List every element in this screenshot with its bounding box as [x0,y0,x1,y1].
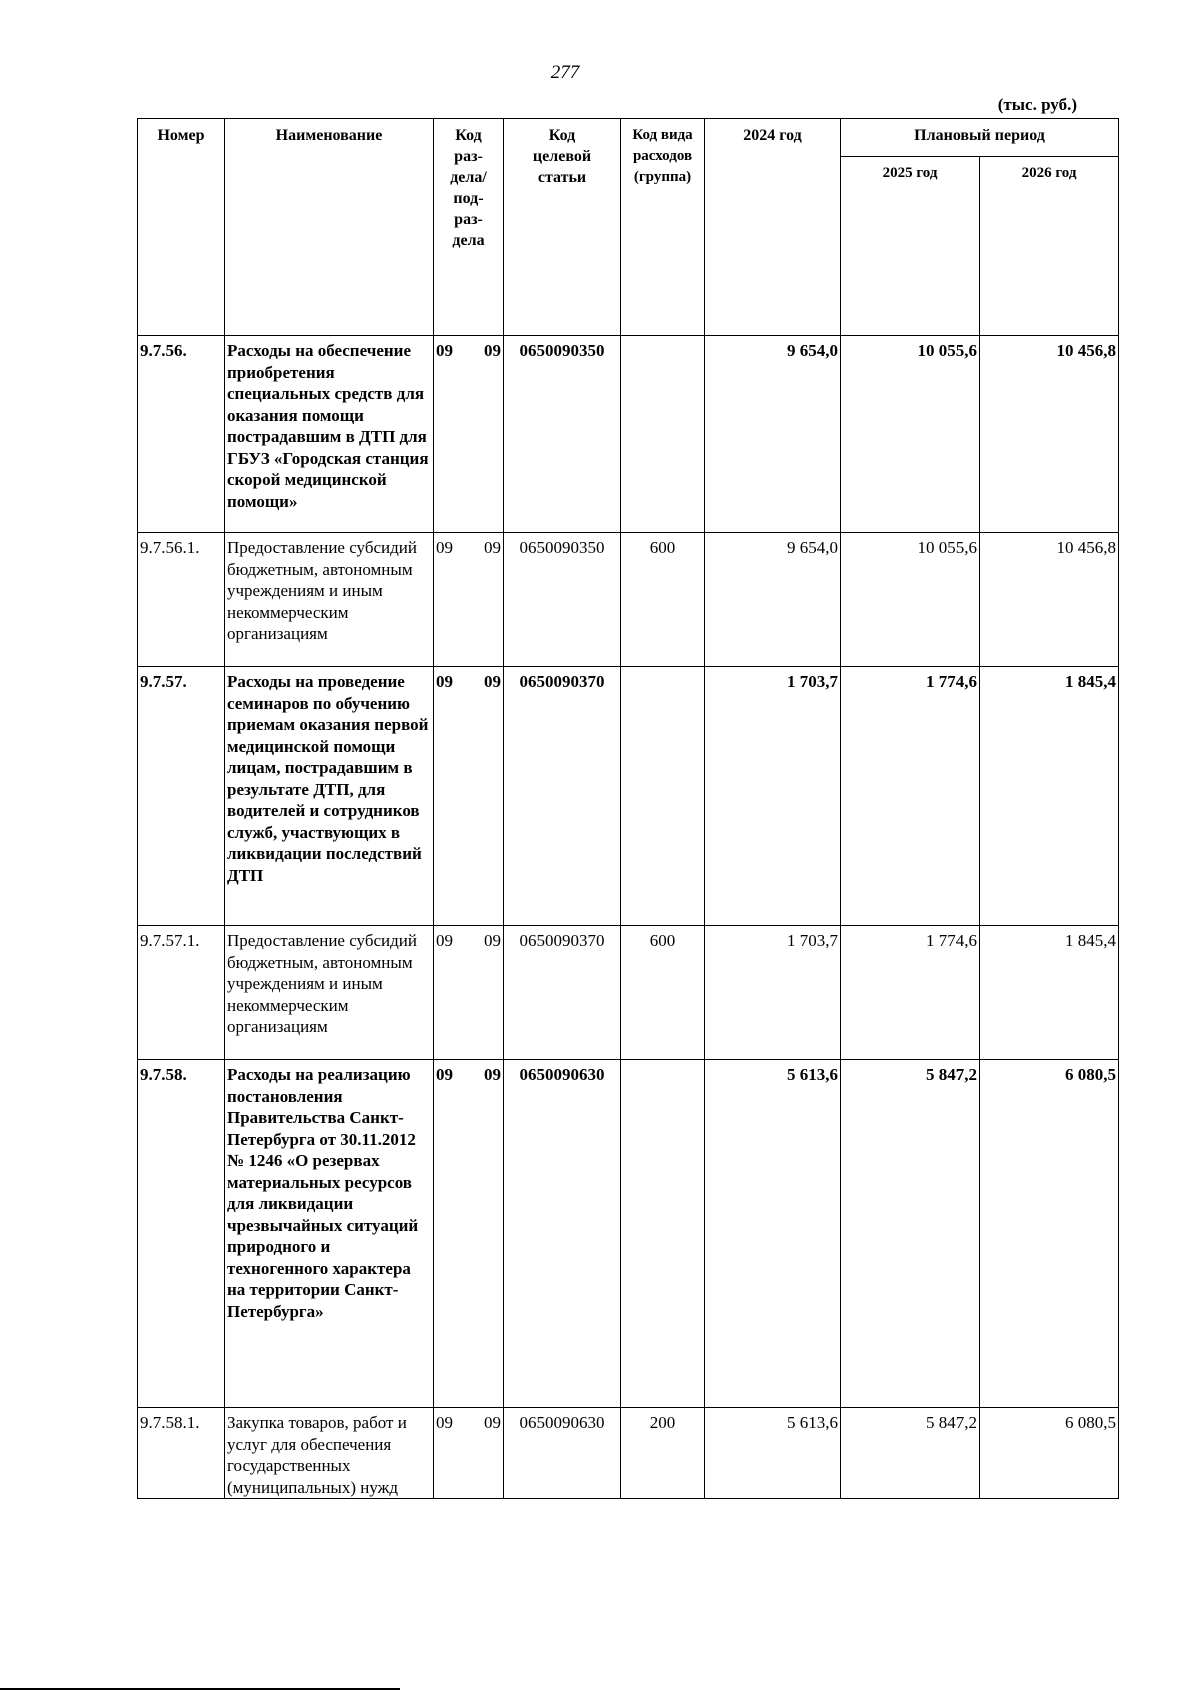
row-amount-2024: 9 654,0 [705,336,841,533]
row-target-code: 0650090350 [504,336,621,533]
row-amount-2026: 1 845,4 [980,667,1119,926]
header-row-top [138,119,1119,157]
row-amount-2026: 10 456,8 [980,533,1119,667]
row-name: Расходы на обеспечение приобретения специальных средств для оказания помощи пострадавшим в ДТП для ГБУЗ «Городская станция скорой медицинской помощи» [225,336,434,533]
header-year-2026: 2026 год [980,157,1119,336]
row-number: 9.7.57. [138,667,225,926]
row-section: 09 09 [434,1060,504,1408]
row-name: Расходы на реализацию постановления Правительства Санкт-Петербурга от 30.11.2012 № 1246 «О резервах материальных ресурсов для ликвидации чрезвычайных ситуаций природного и техногенного характера на территории Санкт-Петербурга» [225,1060,434,1408]
row-amount-2025: 10 055,6 [841,533,980,667]
row-name: Расходы на проведение семинаров по обучению приемам оказания первой медицинской помощи лицам, пострадавшим в результате ДТП, для водителей и сотрудников служб, участвующих в ликвидации последствий ДТП [225,667,434,926]
row-expense-kind [621,1060,705,1408]
row-amount-2026: 6 080,5 [980,1060,1119,1408]
header-name: Наименование [225,119,434,336]
row-amount-2025: 1 774,6 [841,926,980,1060]
row-amount-2026: 6 080,5 [980,1408,1119,1499]
row-name: Предоставление субсидий бюджетным, автономным учреждениям и иным некоммерческим организациям [225,533,434,667]
row-target-code: 0650090350 [504,533,621,667]
row-number: 9.7.58.1. [138,1408,225,1499]
row-expense-kind: 600 [621,533,705,667]
row-amount-2026: 10 456,8 [980,336,1119,533]
row-number: 9.7.57.1. [138,926,225,1060]
row-amount-2025: 5 847,2 [841,1060,980,1408]
row-target-code: 0650090370 [504,926,621,1060]
row-section: 09 09 [434,1408,504,1499]
row-target-code: 0650090630 [504,1060,621,1408]
row-number: 9.7.58. [138,1060,225,1408]
row-section: 09 09 [434,533,504,667]
row-number: 9.7.56. [138,336,225,533]
header-section: Код раз- дела/ под- раз- дела [434,119,504,336]
table-row [138,1408,1119,1499]
row-amount-2025: 1 774,6 [841,667,980,926]
table-row [138,336,1119,533]
table-row [138,533,1119,667]
units-label: (тыс. руб.) [997,95,1077,114]
table-row [138,1060,1119,1408]
row-section: 09 09 [434,926,504,1060]
row-target-code: 0650090370 [504,667,621,926]
header-target-code: Код целевой статьи [504,119,621,336]
row-amount-2024: 1 703,7 [705,926,841,1060]
row-number: 9.7.56.1. [138,533,225,667]
row-expense-kind: 200 [621,1408,705,1499]
row-amount-2024: 5 613,6 [705,1408,841,1499]
budget-table [137,118,1119,1499]
table-row [138,667,1119,926]
row-section: 09 09 [434,667,504,926]
table-row [138,926,1119,1060]
row-amount-2024: 5 613,6 [705,1060,841,1408]
row-target-code: 0650090630 [504,1408,621,1499]
header-number: Номер [138,119,225,336]
row-expense-kind [621,336,705,533]
header-expense-kind: Код вида расходов (группа) [621,119,705,336]
header-year-2024: 2024 год [705,119,841,336]
row-expense-kind [621,667,705,926]
row-name: Предоставление субсидий бюджетным, автономным учреждениям и иным некоммерческим организациям [225,926,434,1060]
row-amount-2024: 1 703,7 [705,667,841,926]
row-amount-2026: 1 845,4 [980,926,1119,1060]
row-expense-kind: 600 [621,926,705,1060]
row-name: Закупка товаров, работ и услуг для обеспечения государственных (муниципальных) нужд [225,1408,434,1499]
header-year-2025: 2025 год [841,157,980,336]
row-amount-2025: 10 055,6 [841,336,980,533]
header-planned-period: Плановый период [841,119,1119,157]
row-amount-2024: 9 654,0 [705,533,841,667]
row-section: 09 09 [434,336,504,533]
row-amount-2025: 5 847,2 [841,1408,980,1499]
page-number: 277 [550,62,580,83]
